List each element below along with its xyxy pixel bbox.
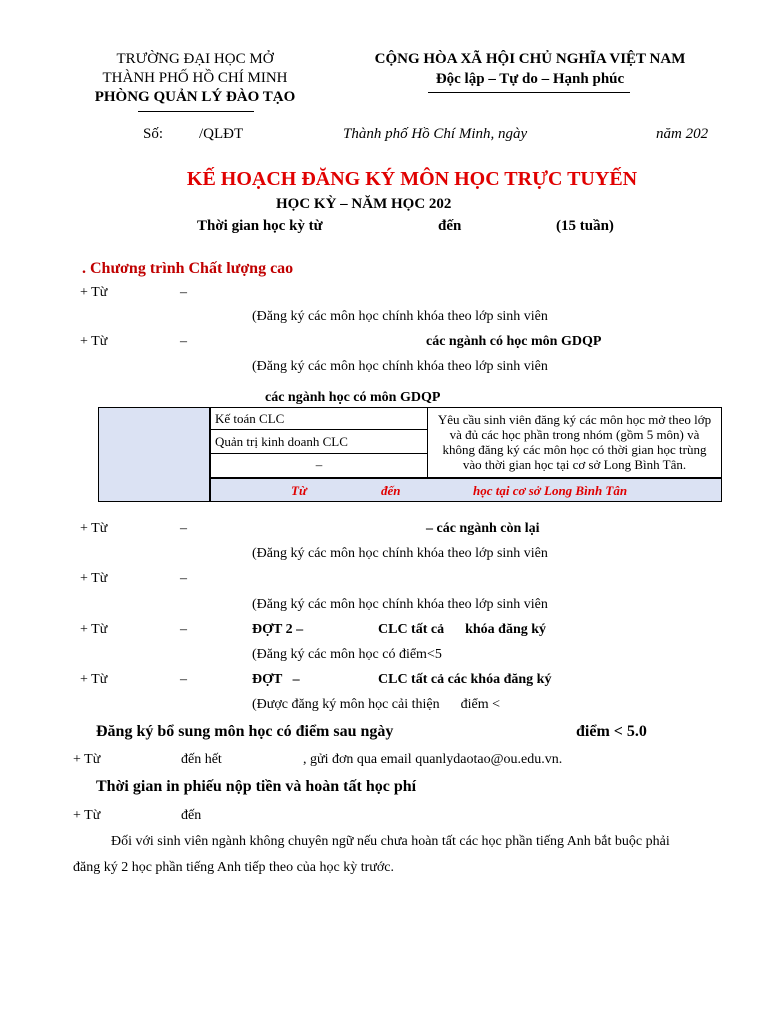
- semester-title: HỌC KỲ – NĂM HỌC 202: [276, 196, 452, 212]
- org-department: PHÒNG QUẢN LÝ ĐÀO TẠO: [94, 89, 296, 105]
- schedule-target: CLC tất cả khóa đăng ký: [378, 622, 547, 637]
- doc-number-label: Số:: [143, 126, 164, 142]
- document-title: KẾ HOẠCH ĐĂNG KÝ MÔN HỌC TRỰC TUYẾN: [186, 168, 638, 190]
- major-cell: Kế toán CLC: [210, 408, 428, 430]
- tuition-heading: Thời gian in phiếu nộp tiền và hoàn tất học phí: [96, 778, 417, 795]
- gdqp-group-title: các ngành học có môn GDQP: [265, 390, 441, 405]
- schedule-target: CLC tất cả các khóa đăng ký: [378, 672, 552, 687]
- campus-to: đến: [381, 482, 401, 498]
- header-right-divider: [428, 92, 630, 93]
- org-name-line2: THÀNH PHỐ HỒ CHÍ MINH: [102, 70, 288, 86]
- schedule-target: – các ngành còn lại: [426, 521, 540, 536]
- semester-time-to: đến: [438, 218, 462, 234]
- schedule-note: (Đăng ký các môn học chính khóa theo lớp sinh viên: [252, 359, 548, 374]
- english-requirement-line2: đăng ký 2 học phần tiếng Anh tiếp theo của học kỳ trước.: [73, 860, 394, 875]
- schedule-dash: –: [180, 622, 187, 637]
- major-cell: –: [210, 454, 428, 478]
- round-label: ĐỢT –: [252, 672, 300, 687]
- nation-motto: Độc lập – Tự do – Hạnh phúc: [435, 71, 625, 87]
- schedule-from: + Từ: [80, 571, 108, 586]
- tuition-to: đến: [181, 808, 202, 823]
- schedule-from: + Từ: [80, 521, 108, 536]
- tuition-from: + Từ: [73, 808, 101, 823]
- section-clc-heading: . Chương trình Chất lượng cao: [82, 260, 294, 277]
- header-left-divider: [138, 111, 254, 112]
- schedule-target: các ngành có học môn GDQP: [426, 334, 602, 349]
- schedule-from: + Từ: [80, 334, 108, 349]
- org-name-line1: TRƯỜNG ĐẠI HỌC MỞ: [116, 51, 274, 67]
- table-left-cell: [99, 408, 211, 502]
- doc-number-suffix: /QLĐT: [199, 126, 244, 142]
- schedule-note: (Đăng ký các môn học chính khóa theo lớp sinh viên: [252, 546, 548, 561]
- campus-schedule-row: [210, 478, 722, 502]
- supplementary-score-condition: điểm < 5.0: [576, 723, 647, 740]
- schedule-dash: –: [180, 672, 187, 687]
- schedule-dash: –: [180, 571, 187, 586]
- supplementary-email-instruction: , gửi đơn qua email quanlydaotao@ou.edu.vn.: [303, 752, 563, 767]
- gdqp-majors-table: [98, 407, 722, 502]
- schedule-from: + Từ: [80, 285, 108, 300]
- nation-title: CỘNG HÒA XÃ HỘI CHỦ NGHĨA VIỆT NAM: [374, 51, 686, 67]
- place-date: Thành phố Hồ Chí Minh, ngày: [343, 126, 528, 142]
- major-cell: Quản trị kinh doanh CLC: [210, 430, 428, 454]
- campus-from: Từ: [291, 482, 307, 498]
- schedule-note: (Đăng ký các môn học chính khóa theo lớp sinh viên: [252, 597, 548, 612]
- registration-requirement-note: Yêu cầu sinh viên đăng ký các môn học mở theo lớp và đủ các học phần trong nhóm (gồm 5 môn) và không đăng ký các môn học có thời gian học trùng vào thời gian học tại cơ sở Long Bình Tân.: [428, 408, 722, 478]
- supplementary-from: + Từ: [73, 752, 101, 767]
- english-requirement-line1: Đối với sinh viên ngành không chuyên ngữ nếu chưa hoàn tất các học phần tiếng Anh bắt buộc phải: [111, 834, 670, 849]
- campus-place: học tại cơ sở Long Bình Tân: [473, 482, 628, 498]
- schedule-note: (Đăng ký các môn học chính khóa theo lớp sinh viên: [252, 309, 548, 324]
- schedule-dash: –: [180, 334, 187, 349]
- schedule-note: (Đăng ký các môn học có điểm<5: [252, 647, 442, 662]
- round-label: ĐỢT 2 –: [252, 622, 304, 637]
- schedule-dash: –: [180, 285, 187, 300]
- schedule-note: (Được đăng ký môn học cải thiện điểm <: [252, 697, 500, 712]
- semester-time-label: Thời gian học kỳ từ: [197, 218, 323, 234]
- semester-weeks: (15 tuần): [556, 218, 614, 234]
- doc-year: năm 202: [656, 126, 709, 142]
- supplementary-to: đến hết: [181, 752, 222, 767]
- schedule-from: + Từ: [80, 672, 108, 687]
- supplementary-registration-heading: Đăng ký bổ sung môn học có điểm sau ngày: [96, 723, 394, 740]
- schedule-from: + Từ: [80, 622, 108, 637]
- schedule-dash: –: [180, 521, 187, 536]
